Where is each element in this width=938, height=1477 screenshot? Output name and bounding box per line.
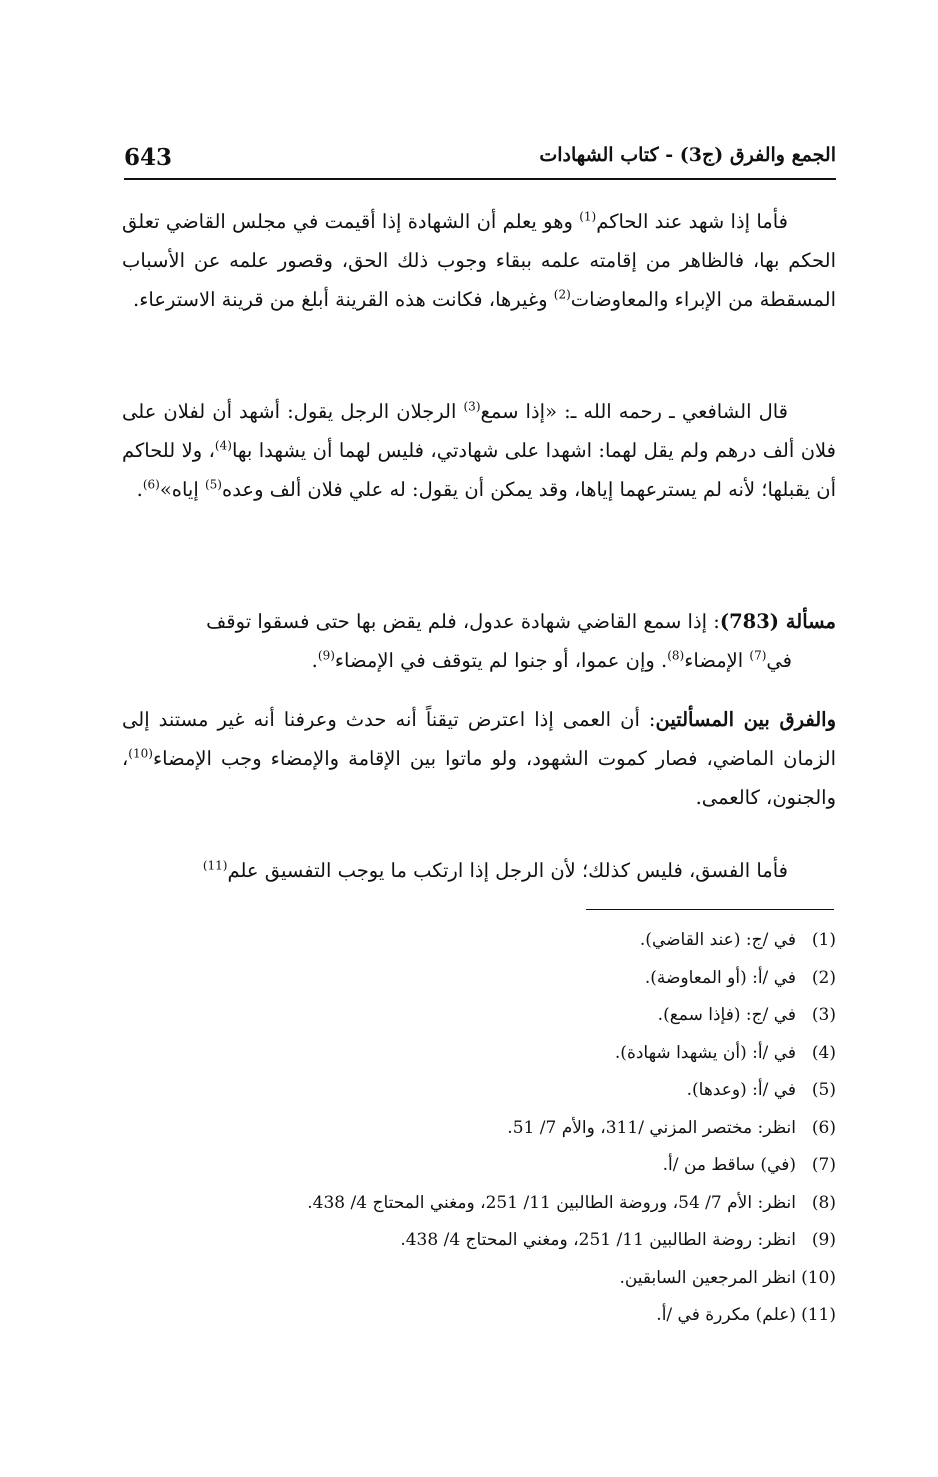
page-number: 643 [124, 144, 173, 171]
footnote-ref: (7) [749, 648, 767, 663]
footnote-divider [586, 909, 834, 910]
paragraph-text: قال الشافعي ـ رحمه الله ـ: «إذا سمع [480, 400, 788, 423]
footnote-item [196, 1185, 836, 1223]
paragraph-text: وغيرها، فكانت هذه القرينة أبلغ من قرينة الاسترعاء. [133, 288, 554, 311]
footnote-text: انظر المرجعين السابقين. [619, 1267, 796, 1288]
footnote-item [196, 1110, 836, 1148]
paragraph-text: ، والجنون، كالعمى. [122, 747, 836, 809]
footnotes-list [196, 922, 836, 1335]
paragraph-text: في [766, 649, 792, 672]
footnote-text: انظر: الأم 7/ 54، وروضة الطالبين 11/ 251، ومغني المحتاج 4/ 438. [307, 1192, 796, 1213]
footnote-text: (في) ساقط من /أ. [662, 1155, 796, 1175]
running-head: الجمع والفرق (ج3) - كتاب الشهادات [539, 144, 836, 166]
paragraph-text: الرجلان الرجل يقول: أشهد أن لفلان على فلان ألف درهم ولم يقل لهما: اشهدا على شهادتي، فليس لهما أن يشهدا بها [122, 400, 836, 462]
paragraph-continuation [122, 641, 836, 680]
footnote-number: (9) [811, 1230, 836, 1250]
footnote-item [196, 1260, 836, 1298]
paragraph-text: . [136, 478, 143, 501]
footnote-item [196, 960, 836, 998]
footnote-ref: (1) [579, 209, 597, 224]
paragraph-text: . وإن عموا، أو جنوا لم يتوقف في الإمضاء [334, 649, 668, 672]
footnote-item [196, 1222, 836, 1260]
footnote-text: في /ج: (عند القاضي). [639, 930, 796, 950]
footnote-ref: (5) [204, 477, 222, 492]
footnote-text: في /ج: (فإذا سمع). [657, 1005, 796, 1025]
footnote-text: انظر: مختصر المزني /311، والأم 7/ 51. [507, 1117, 796, 1138]
footnote-ref: (3) [463, 399, 481, 414]
footnote-text: انظر: روضة الطالبين 11/ 251، ومغني المحتاج 4/ 438. [400, 1230, 796, 1250]
footnote-ref: (9) [317, 648, 335, 663]
footnote-number: (7) [811, 1155, 836, 1175]
masala-heading: مسألة (783) [719, 610, 836, 633]
footnote-number: (6) [811, 1117, 836, 1138]
footnote-item [196, 1035, 836, 1073]
paragraph-text: . [311, 649, 318, 672]
footnote-ref: (4) [214, 438, 232, 453]
page-header [124, 138, 836, 180]
footnote-number: (8) [811, 1192, 836, 1213]
paragraph-2 [122, 392, 836, 509]
footnote-item [196, 1147, 836, 1185]
footnote-item [196, 1297, 836, 1335]
footnote-number: (3) [811, 1005, 836, 1025]
footnote-text: (علم) مكررة في /أ. [656, 1305, 796, 1325]
footnote-number: (10) [801, 1267, 836, 1288]
paragraph-text: فأما الفسق، فليس كذلك؛ لأن الرجل إذا ارتكب ما يوجب التفسيق علم [227, 859, 788, 882]
footnote-ref: (10) [128, 746, 153, 761]
footnote-number: (5) [811, 1080, 836, 1100]
footnote-number: (4) [811, 1042, 836, 1063]
footnote-item [196, 922, 836, 960]
paragraph-text: ، ولا للحاكم أن يقبلها؛ لأنه لم يسترعهما إياها، وقد يمكن أن يقول: له علي فلان ألف وعده [122, 439, 836, 501]
footnote-ref: (8) [667, 648, 685, 663]
paragraph-text: فأما إذا شهد عند الحاكم [596, 210, 788, 233]
footnote-ref: (11) [202, 858, 228, 873]
footnote-item [196, 1072, 836, 1110]
paragraph-text: : أن العمى إذا اعترض تيقناً أنه حدث وعرفنا أنه غير مستند إلى الزمان الماضي، فصار كموت الشهود، ولو ماتوا بين الإقامة والإمضاء وجب الإمضاء [122, 708, 836, 770]
difference-heading: والفرق بين المسألتين [655, 708, 836, 731]
footnote-number: (1) [811, 930, 836, 950]
footnote-ref: (6) [142, 477, 160, 492]
paragraph-4-difference [122, 700, 836, 817]
paragraph-1 [122, 202, 836, 319]
paragraph-text: : إذا سمع القاضي شهادة عدول، فلم يقض بها حتى فسقوا توقف [206, 610, 720, 633]
paragraph-text: وهو يعلم أن الشهادة إذا أقيمت في مجلس القاضي تعلق الحكم بها، فالظاهر من إقامته علمه ببقاء وجوب ذلك الحق، وقصور علمه عن الأسباب المسقطة من الإبراء والمعاوضات [122, 210, 836, 311]
paragraph-3-masala [122, 602, 836, 680]
paragraph-text: إياه» [159, 478, 205, 501]
footnote-text: في /أ: (وعدها). [686, 1080, 796, 1100]
paragraph-text: الإمضاء [684, 649, 750, 672]
footnote-ref: (2) [553, 287, 571, 302]
footnote-text: في /أ: (أو المعاوضة). [644, 967, 796, 988]
footnote-number: (2) [811, 967, 836, 988]
footnote-item [196, 997, 836, 1035]
paragraph-5 [122, 851, 836, 890]
footnote-text: في /أ: (أن يشهدا شهادة). [614, 1042, 796, 1063]
footnote-number: (11) [801, 1305, 836, 1325]
